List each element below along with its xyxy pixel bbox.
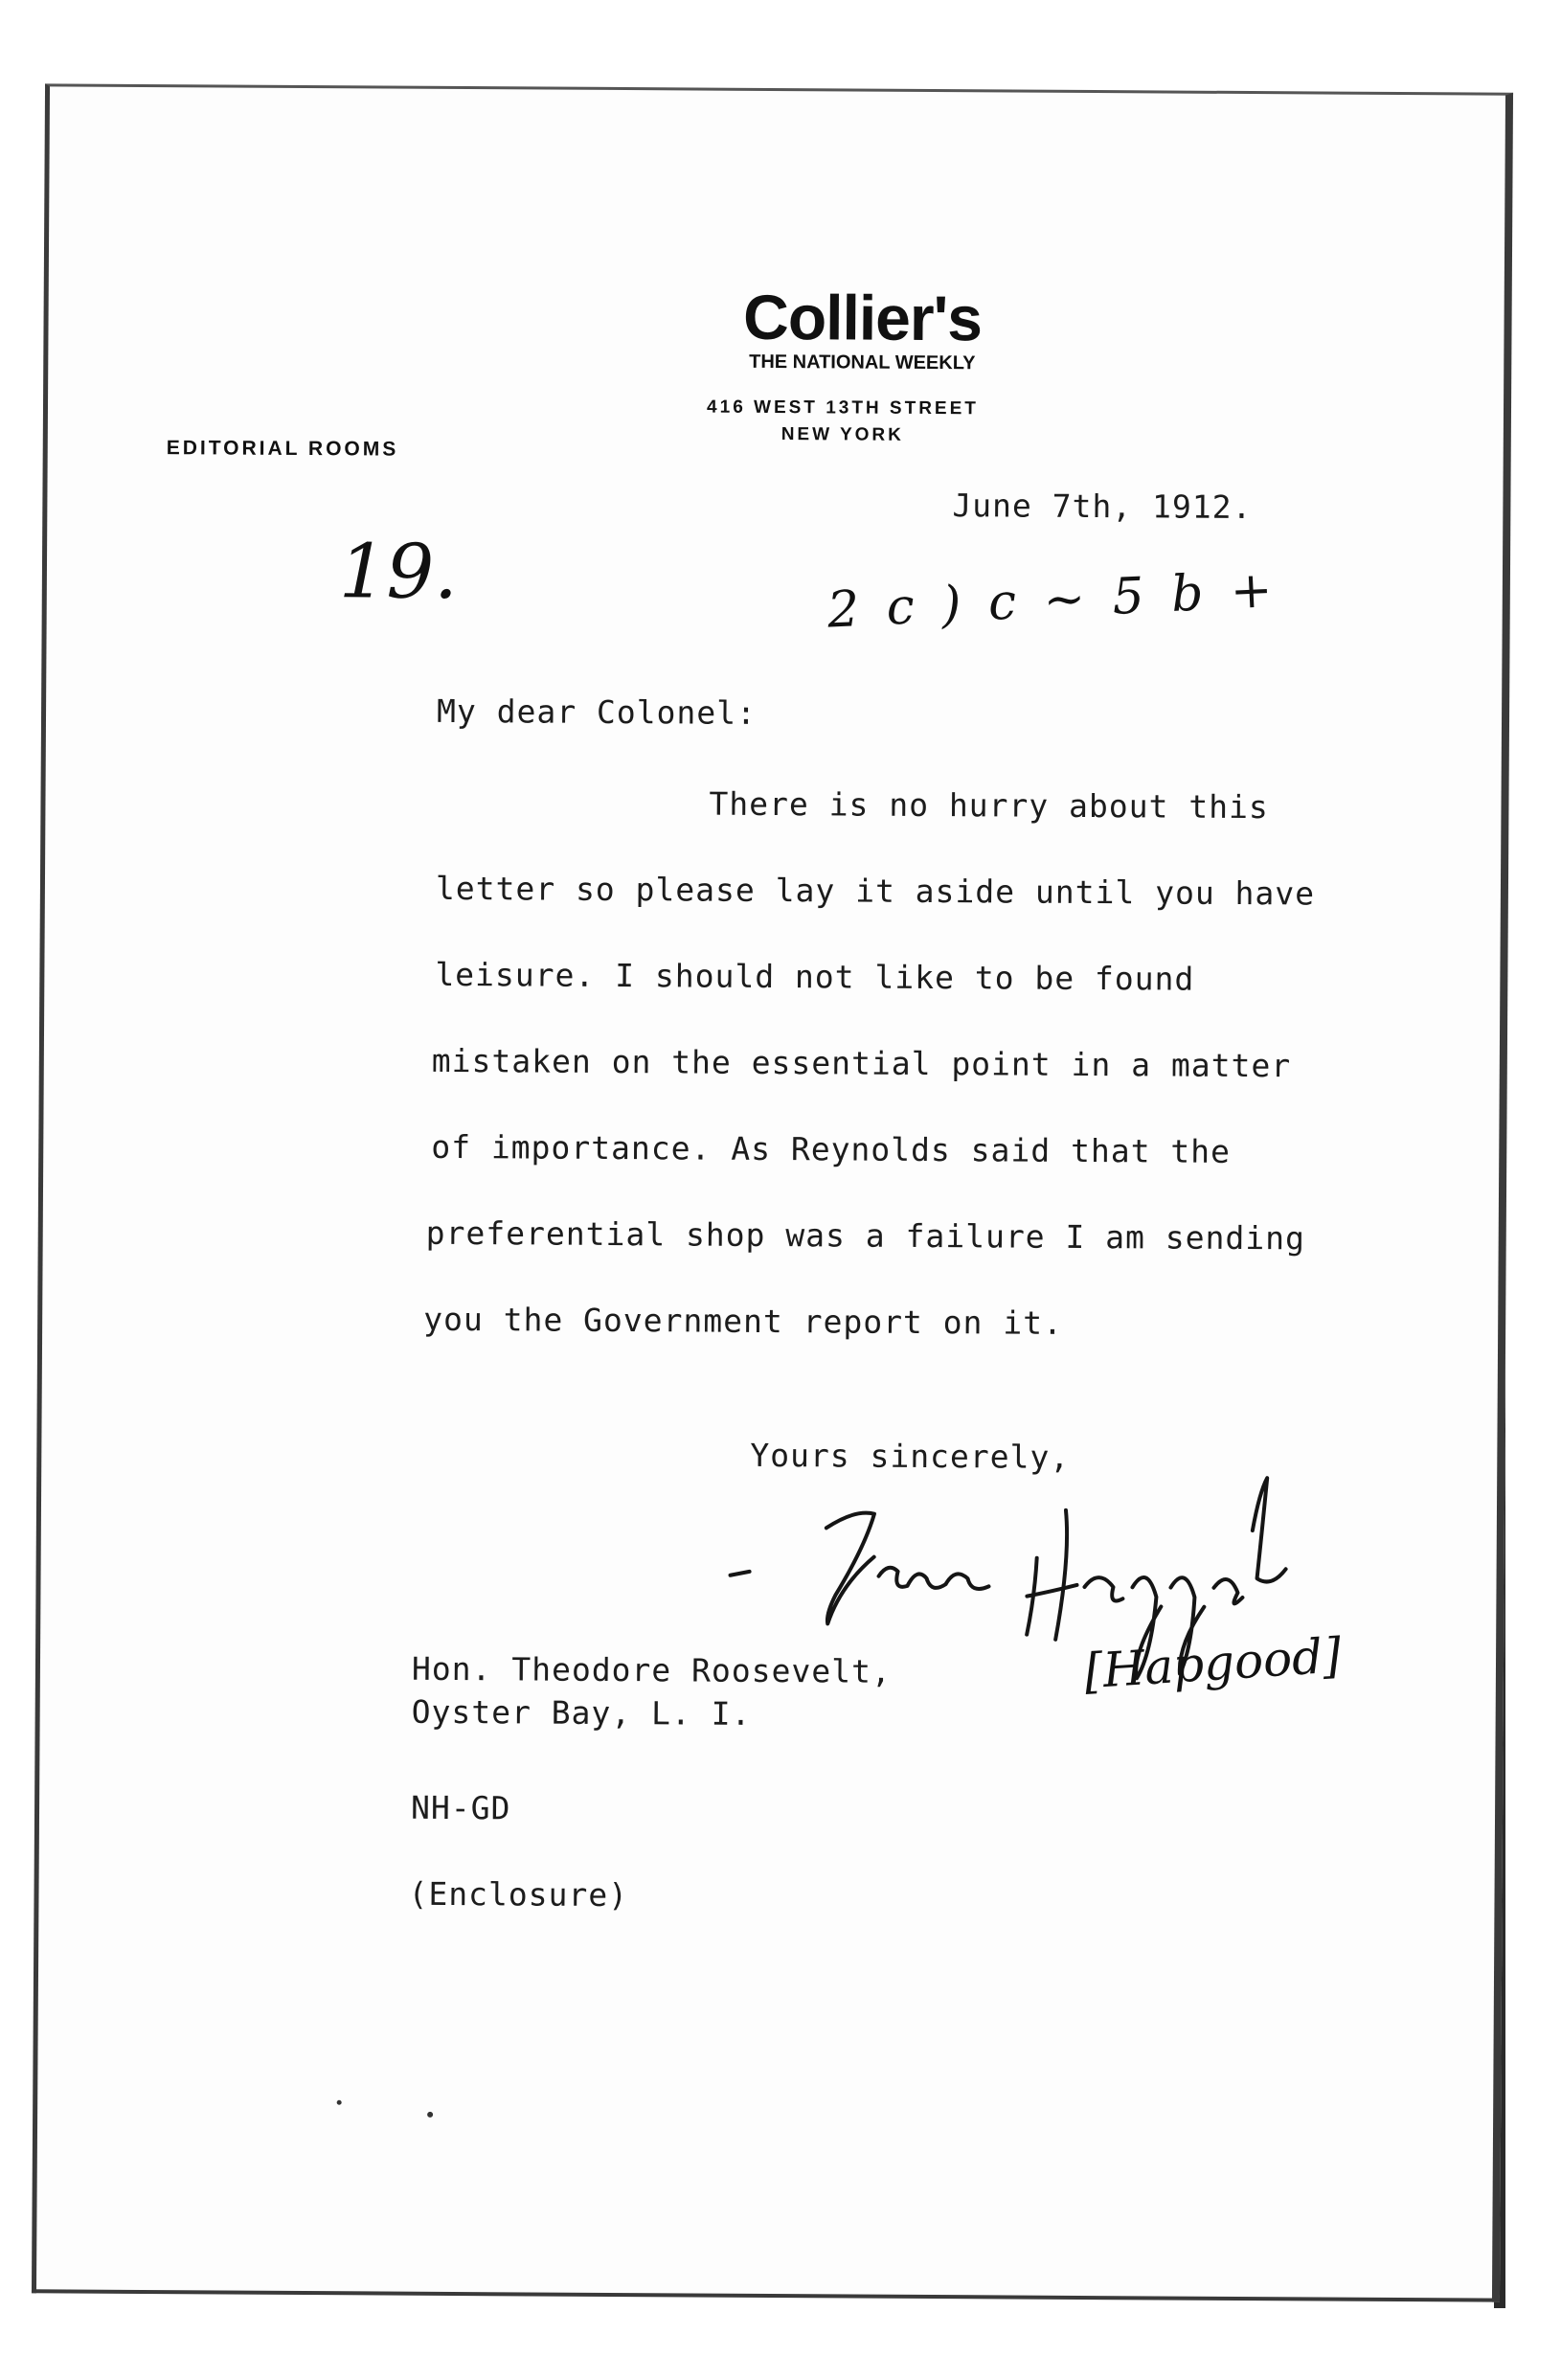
letterhead-city: NEW YORK: [780, 424, 904, 445]
letterhead-tagline: THE NATIONAL WEEKLY: [749, 351, 976, 374]
body-line: of importance. As Reynolds said that the: [431, 1127, 1232, 1170]
typist-initials: NH-GD: [410, 1788, 511, 1827]
body-line: letter so please lay it aside until you have: [435, 869, 1316, 913]
page-number-annotation: 19.: [338, 529, 459, 616]
recipient-name: Hon. Theodore Roosevelt,: [411, 1649, 892, 1690]
letter-sheet: [32, 83, 1513, 2301]
letterhead-logo: Collier's: [742, 281, 983, 354]
salutation: My dear Colonel:: [436, 691, 758, 732]
letter-date: June 7th, 1912.: [952, 487, 1253, 527]
body-line: preferential shop was a failure I am sending: [425, 1213, 1306, 1258]
enclosure-note: (Enclosure): [408, 1874, 629, 1915]
body-line: you the Government report on it.: [423, 1300, 1064, 1342]
specks: [291, 2095, 444, 2124]
bracket-name-annotation: [Hapgood]: [1082, 1627, 1344, 1700]
letterhead-department: EDITORIAL ROOMS: [166, 437, 399, 461]
recipient-address: Oyster Bay, L. I.: [411, 1692, 752, 1733]
pencil-note-annotation: 2 c ) c ~ 5 b +: [826, 560, 1279, 640]
body-line: There is no hurry about this: [709, 784, 1269, 827]
body-line: mistaken on the essential point in a matter: [431, 1041, 1292, 1085]
closing: Yours sincerely,: [750, 1436, 1071, 1476]
body-line: leisure. I should not like to be found: [435, 955, 1195, 998]
letterhead-street: 416 WEST 13TH STREET: [707, 397, 979, 419]
